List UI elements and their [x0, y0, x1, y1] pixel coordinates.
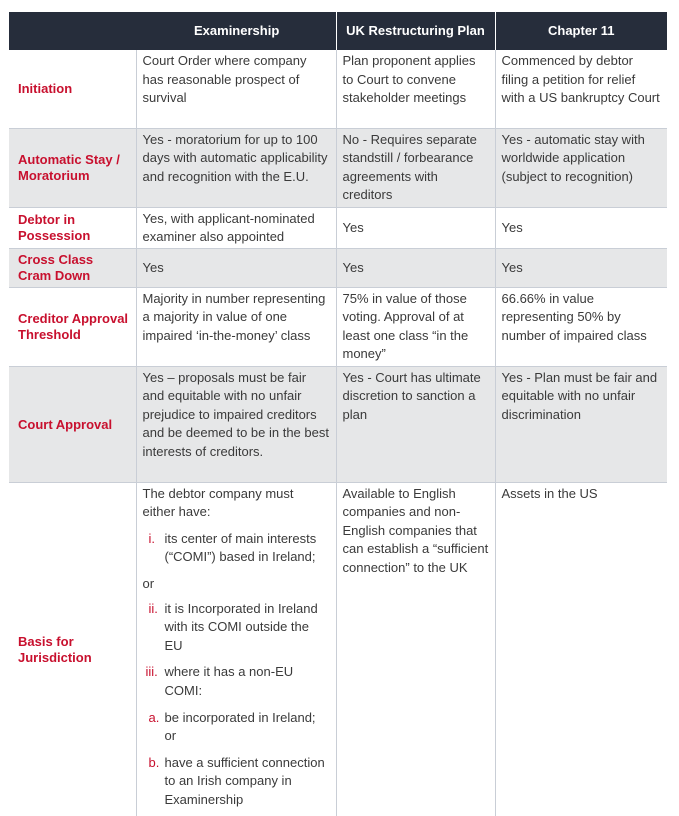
header-examinership: Examinership: [136, 12, 336, 50]
list-marker: b.: [148, 754, 160, 770]
header-uk-restructuring-plan: UK Restructuring Plan: [336, 12, 495, 50]
list-text: be incorporated in Ireland; or: [164, 709, 316, 744]
jurisdiction-or: or: [142, 576, 155, 592]
list-item: [143, 663, 330, 700]
header-blank: [9, 12, 136, 50]
list-text: where it has a non-EU COMI:: [164, 664, 294, 699]
table-row-automatic-stay: [9, 128, 667, 207]
row-label: Court Approval: [9, 366, 136, 482]
cell-uk-plan: Yes - Court has ultimate discretion to sanction a plan: [336, 366, 495, 482]
row-label: Initiation: [9, 50, 136, 128]
list-text: it is Incorporated in Ireland with its COMI outside the EU: [164, 600, 318, 653]
row-label: Basis for Jurisdiction: [9, 482, 136, 816]
table-row-basis-for-jurisdiction: [9, 482, 667, 816]
list-marker: ii.: [148, 600, 158, 616]
list-marker: iii.: [145, 664, 158, 680]
cell-examinership: Yes, with applicant-nominated examiner also appointed: [136, 207, 336, 248]
row-label: Debtor in Possession: [9, 207, 136, 248]
cell-examinership: Yes - moratorium for up to 100 days with automatic applicability and recognition with the E.U.: [136, 128, 336, 207]
cell-uk-plan: No - Requires separate standstill / forbearance agreements with creditors: [336, 128, 495, 207]
table-row-cross-class-cram-down: [9, 248, 667, 287]
table-row-initiation: [9, 50, 667, 128]
cell-chapter-11: Yes - automatic stay with worldwide application (subject to recognition): [495, 128, 667, 207]
cell-uk-plan: 75% in value of those voting. Approval of at least one class “in the money”: [336, 287, 495, 366]
cell-chapter-11: Assets in the US: [501, 485, 598, 501]
cell-uk-plan: Yes: [336, 248, 495, 287]
cell-chapter-11: 66.66% in value representing 50% by number of impaired class: [495, 287, 667, 366]
table-row-debtor-in-possession: [9, 207, 667, 248]
table-row-court-approval: [9, 366, 667, 482]
cell-chapter-11: Commenced by debtor filing a petition for relief with a US bankruptcy Court: [495, 50, 667, 128]
comparison-table: [9, 12, 667, 816]
cell-uk-plan: Available to English companies and non-English companies that can establish a “sufficient connection” to the UK: [336, 482, 495, 816]
cell-examinership: Yes: [136, 248, 336, 287]
jurisdiction-list: [143, 485, 330, 810]
header-chapter-11: Chapter 11: [495, 12, 667, 50]
list-text: have a sufficient connection to an Irish company in Examinership: [164, 754, 325, 807]
list-item: [143, 600, 330, 656]
row-label: Creditor Approval Threshold: [9, 287, 136, 366]
list-marker: i.: [148, 530, 155, 546]
cell-chapter-11: Yes - Plan must be fair and equitable with no unfair discrimination: [495, 366, 667, 482]
list-item: [143, 709, 330, 746]
cell-examinership: Majority in number representing a majority in value of one impaired ‘in-the-money’ class: [136, 287, 336, 366]
list-marker: a.: [148, 709, 160, 725]
row-label: Automatic Stay / Moratorium: [9, 128, 136, 207]
list-item: [143, 754, 330, 810]
cell-chapter-11: Yes: [495, 207, 667, 248]
table-header: [9, 12, 667, 50]
cell-uk-plan: Plan proponent applies to Court to convene stakeholder meetings: [336, 50, 495, 128]
cell-chapter-11: Yes: [495, 248, 667, 287]
jurisdiction-intro: The debtor company must either have:: [142, 485, 294, 520]
cell-examinership: Court Order where company has reasonable prospect of survival: [136, 50, 336, 128]
list-text: its center of main interests (“COMI”) based in Ireland;: [164, 530, 317, 565]
list-item: [143, 530, 330, 567]
cell-uk-plan: Yes: [336, 207, 495, 248]
row-label: Cross Class Cram Down: [9, 248, 136, 287]
table-row-creditor-approval: [9, 287, 667, 366]
cell-examinership: [136, 482, 336, 816]
cell-examinership: Yes – proposals must be fair and equitable with no unfair prejudice to impaired creditors and be deemed to be in the best interests of creditors.: [136, 366, 336, 482]
